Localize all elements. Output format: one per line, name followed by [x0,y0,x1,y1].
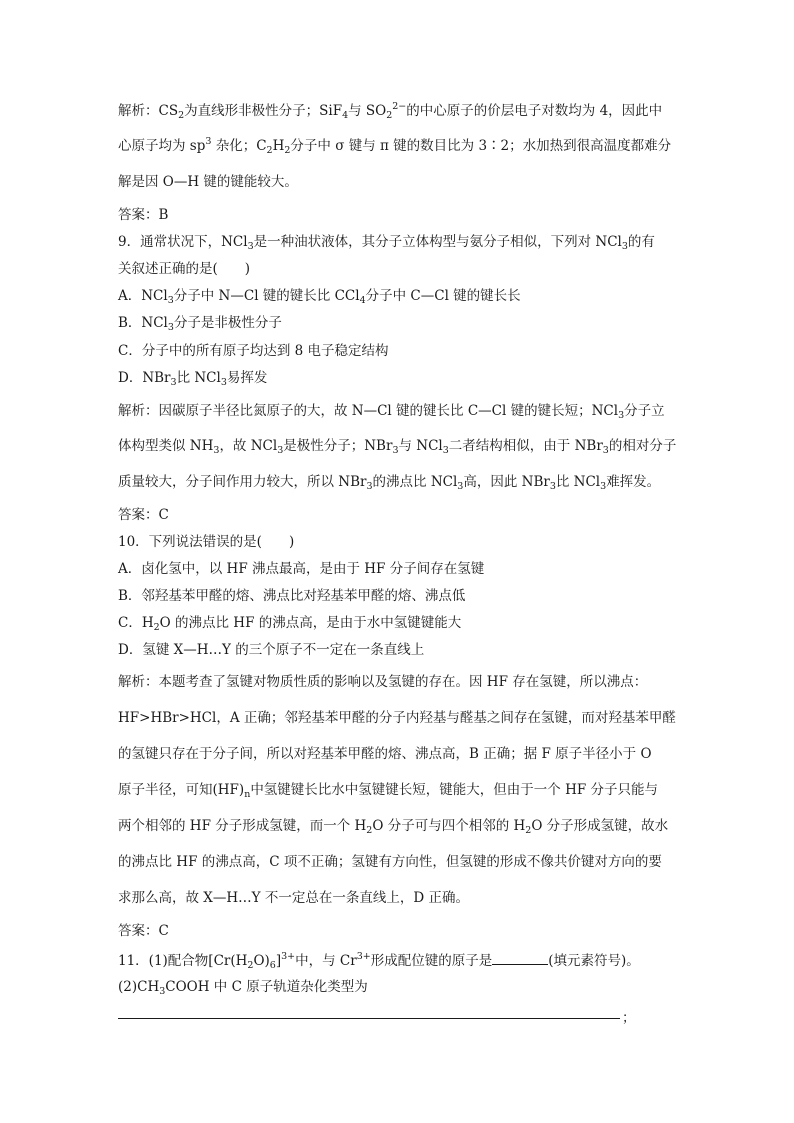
q8-analysis-line-3: 解是因 O—H 键的键能较大。 [118,174,298,190]
q10-analysis-line-3: 的氢键只存在于分子间，所以对羟基苯甲醛的熔、沸点高，B 正确；据 F 原子半径小于 O [118,746,652,762]
q9-analysis-line-1: 解析：因碳原子半径比氮原子的大，故 N—Cl 键的键长比 C—Cl 键的键长短；NCl$_3$分子立 [118,403,665,421]
q10-analysis-line-1: 解析：本题考查了氢键对物质性质的影响以及氢键的存在。因 HF 存在氢键，所以沸点： [118,674,648,690]
q9-option-a: A．NCl$_3$分子中 N—Cl 键的键长比 CCl$_4$分子中 C—Cl 键的键长长 [118,288,521,306]
answer-line-end-semicolon: ； [622,1010,636,1026]
q9-option-c: C．分子中的所有原子均达到 8 电子稳定结构 [118,343,389,359]
q10-analysis-line-5: 两个相邻的 HF 分子形成氢键，而一个 $H_2O$ 分子可与四个相邻的 $H_2O$ 分子形成氢键，故水 [118,818,669,836]
q10-analysis-line-4: 原子半径，可知$(HF)_n$中氢键键长比水中氢键键长短，键能大，但由于一个 HF 分子只能与 [118,782,659,800]
q11-part-2: $(2)CH_3COOH$ 中 C 原子轨道杂化类型为 [118,979,368,997]
q8-analysis-line-1: 解析：$CS_2$为直线形非极性分子；SiF$_4$与 $SO_2^{2-}$的中心原子的价层电子对数均为 4，因此中 [118,101,663,121]
q10-option-c: C．$H_2O$ 的沸点比 HF 的沸点高，是由于水中氢键键能大 [118,615,462,633]
q10-analysis-line-6: 的沸点比 HF 的沸点高，C 项不正确；氢键有方向性，但氢键的形成不像共价键对方向的要 [118,854,662,870]
q9-stem-line-1: 9．通常状况下，NCl$_3$是一种油状液体，其分子立体构型与氨分子相似，下列对 NCl$_3$的有 [118,234,655,252]
q9-option-b: B．NCl$_3$分子是非极性分子 [118,315,282,333]
q8-analysis-line-2: 心原子均为 $sp^3$ 杂化；$C_2H_2$分子中 σ 键与 π 键的数目比为 3∶2；水加热到很高温度都难分 [118,136,672,156]
q8-answer: 答案：B [118,207,169,223]
q9-option-d: D．NBr$_3$比 NCl$_3$易挥发 [118,370,268,388]
q10-stem: 10．下列说法错误的是( ) [118,534,295,550]
q10-option-b: B．邻羟基苯甲醛的熔、沸点比对羟基苯甲醛的熔、沸点低 [118,588,466,604]
q9-analysis-line-2: 体构型类似 $NH_3$，故 NCl$_3$是极性分子；NBr$_3$与 NCl$_3$二者结构相似，由于 NBr$_3$的相对分子 [118,438,677,456]
answer-blank-1[interactable] [492,951,548,965]
q10-answer: 答案：C [118,923,169,939]
q9-answer: 答案：C [118,507,169,523]
q10-analysis-line-2: HF>HBr>HCl，A 正确；邻羟基苯甲醛的分子内羟基与醛基之间存在氢键，而对羟基苯甲醛 [118,710,676,726]
q9-analysis-line-3: 质量较大，分子间作用力较大，所以 NBr$_3$的沸点比 NCl$_3$高，因此 NBr$_3$比 NCl$_3$难挥发。 [118,474,661,492]
q9-stem-line-2: 关叙述正确的是( ) [118,261,251,277]
q10-option-d: D．氢键 X—H…Y 的三个原子不一定在一条直线上 [118,642,425,658]
answer-blank-2[interactable] [118,1018,620,1019]
q11-part-1: 11．(1)配合物$[Cr(H_2O)_6]^{3+}$中，与 $Cr^{3+}$形成配位键的原子是 (填元素符号)。 [118,951,640,971]
q10-option-a: A．卤化氢中，以 HF 沸点最高，是由于 HF 分子间存在氢键 [118,561,485,577]
q10-analysis-line-7: 求那么高，故 X—H…Y 不一定总在一条直线上，D 正确。 [118,890,469,906]
